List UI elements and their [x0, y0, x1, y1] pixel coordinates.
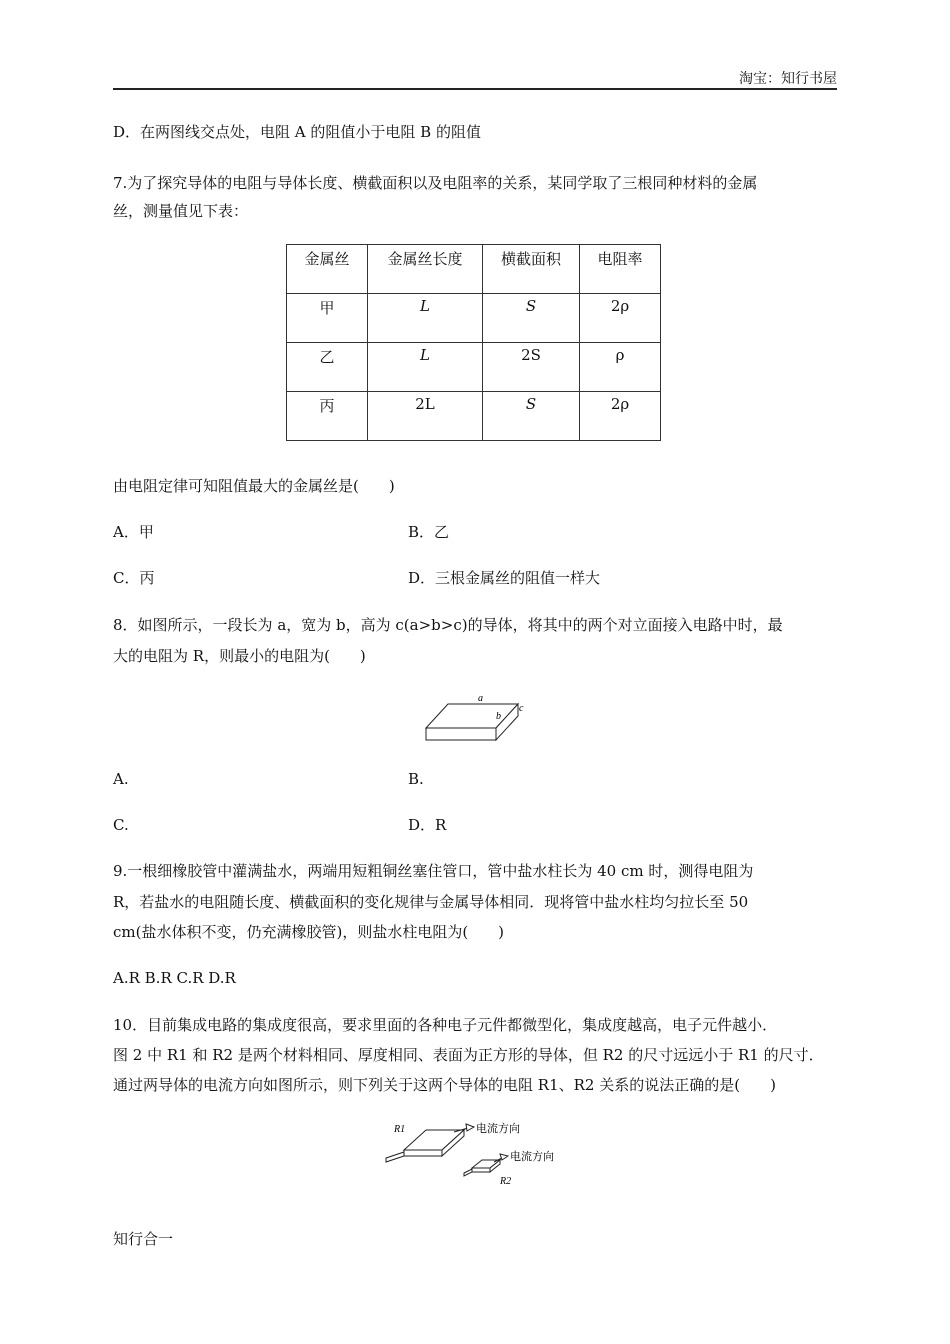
q7-line2: 丝，测量值见下表：: [113, 202, 249, 220]
table-cell: S: [483, 392, 580, 441]
q7-option-b: B．乙: [408, 523, 450, 541]
q8-line1: 8．如图所示，一段长为 a，宽为 b，高为 c(a>b>c)的导体，将其中的两个对立面接入电路中时，最: [113, 616, 783, 634]
r1-front-face: [404, 1150, 442, 1156]
table-header-cell: 金属丝长度: [368, 245, 483, 294]
q8-line2: 大的电阻为 R，则最小的电阻为( ): [113, 647, 366, 665]
fig-label-b: b: [496, 711, 501, 722]
fig-label-c: c: [519, 703, 524, 714]
footer-text: 知行合一: [113, 1230, 174, 1248]
q10-line2: 图 2 中 R1 和 R2 是两个材料相同、厚度相同、表面为正方形的导体，但 R2 的尺寸远远小于 R1 的尺寸．: [113, 1046, 824, 1064]
q7-line1: 7.为了探究导体的电阻与导体长度、横截面积以及电阻率的关系，某同学取了三根同种材料的金属: [113, 174, 758, 192]
q7-option-c: C．丙: [113, 569, 155, 587]
r2-front-face: [472, 1168, 490, 1172]
table-cell: L: [368, 294, 483, 343]
header-text: 淘宝：知行书屋: [739, 71, 837, 87]
metal-wire-table: [286, 244, 661, 441]
table-row: [287, 343, 661, 392]
q9-line3: cm(盐水体积不变，仍充满橡胶管)，则盐水柱电阻为( ): [113, 923, 505, 941]
table-cell: 2ρ: [580, 392, 661, 441]
table-cell: 乙: [287, 343, 368, 392]
r1-input-lead: [386, 1152, 404, 1162]
table-cell: ρ: [580, 343, 661, 392]
table-cell: 2L: [368, 392, 483, 441]
block-front-face: [426, 728, 496, 740]
table-cell: S: [483, 294, 580, 343]
q10-line1: 10．目前集成电路的集成度很高，要求里面的各种电子元件都微型化，集成度越高，电子元件越小．: [113, 1016, 778, 1034]
header-rule: [113, 88, 837, 90]
q7-option-a: A．甲: [113, 523, 154, 541]
table-cell: 甲: [287, 294, 368, 343]
table-header-cell: 金属丝: [287, 245, 368, 294]
current-direction-label-1: 电流方向: [476, 1122, 520, 1135]
table-cell: L: [368, 343, 483, 392]
table-cell: 2S: [483, 343, 580, 392]
q7-option-d: D．三根金属丝的阻值一样大: [408, 569, 601, 587]
q8-option-d: D．R: [408, 816, 447, 834]
fig-label-a: a: [478, 693, 483, 704]
r1-arrow-head: [466, 1124, 474, 1131]
q9-options: A.R B.R C.R D.R: [113, 969, 236, 987]
q8-option-c: C.: [113, 816, 129, 834]
r1-label: R1: [394, 1124, 406, 1135]
q8-option-a: A.: [113, 770, 129, 788]
table-cell: 2ρ: [580, 294, 661, 343]
table-cell: 丙: [287, 392, 368, 441]
q9-line2: R，若盐水的电阻随长度、横截面积的变化规律与金属导体相同．现将管中盐水柱均匀拉长至 50: [113, 893, 749, 911]
q9-line1: 9.一根细橡胶管中灌满盐水，两端用短粗铜丝塞住管口，管中盐水柱长为 40 cm 时，测得电阻为: [113, 862, 754, 880]
q10-line3: 通过两导体的电流方向如图所示，则下列关于这两个导体的电阻 R1、R2 关系的说法正确的是( ): [113, 1076, 776, 1094]
q8-option-b: B.: [408, 770, 424, 788]
q6-option-d: D．在两图线交点处，电阻 A 的阻值小于电阻 B 的阻值: [113, 123, 481, 141]
table-header-cell: 电阻率: [580, 245, 661, 294]
current-direction-label-2: 电流方向: [510, 1150, 554, 1163]
table-row: [287, 392, 661, 441]
r2-label: R2: [500, 1176, 512, 1187]
r2-input-lead: [464, 1169, 472, 1176]
r1-r2-figure: [382, 1118, 572, 1192]
r2-arrow-head: [500, 1154, 508, 1160]
conductor-block-figure: [418, 688, 528, 746]
table-header-cell: 横截面积: [483, 245, 580, 294]
table-row: [287, 294, 661, 343]
table-header-row: [287, 245, 661, 294]
q7-question: 由电阻定律可知阻值最大的金属丝是( ): [113, 477, 395, 495]
